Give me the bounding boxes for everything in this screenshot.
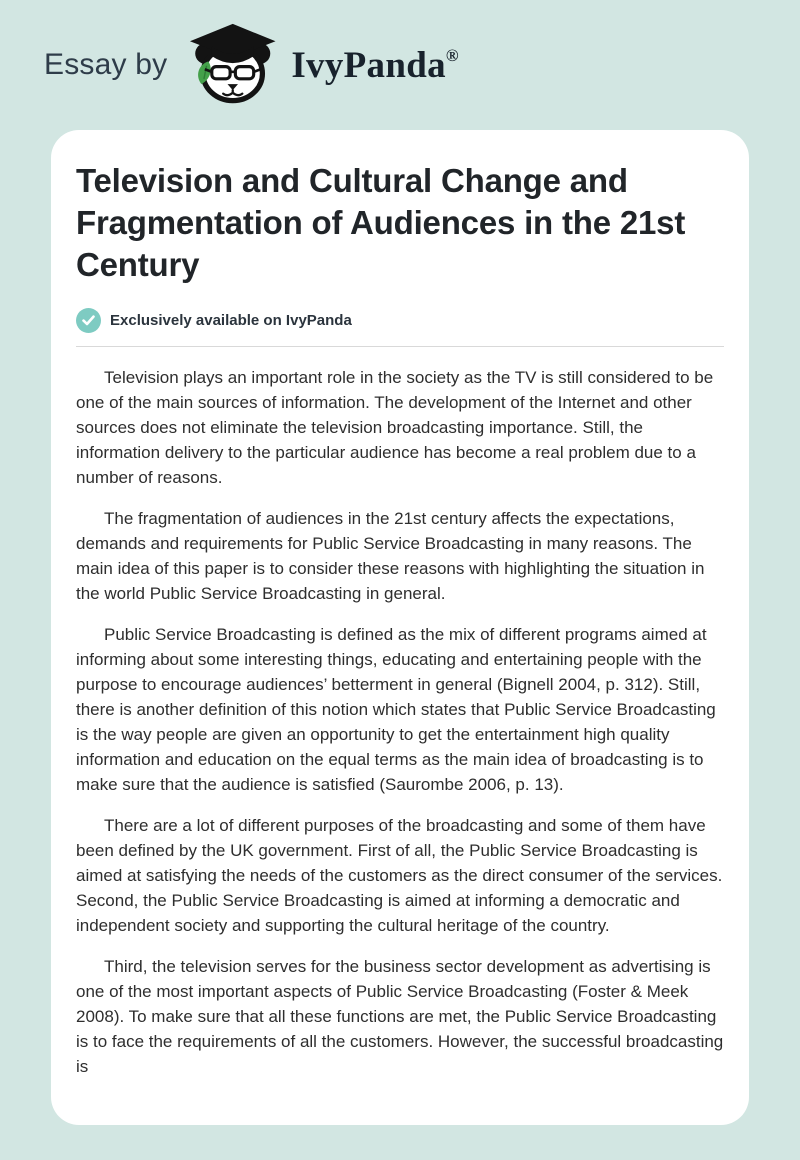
exclusive-badge xyxy=(76,308,724,333)
essay-paragraph: There are a lot of different purposes of the broadcasting and some of them have been defined by the UK government. First of all, the Public Service Broadcasting is aimed at satisfying the needs of the customers as the direct consumer of the services. Second, the Public Service Broadcasting is aimed at informing a democratic and independent society and supporting the cultural heritage of the country. xyxy=(76,816,723,935)
panda-graduate-logo-icon xyxy=(183,21,279,112)
exclusive-badge-label: Exclusively available on IvyPanda xyxy=(110,312,352,329)
registered-trademark: ® xyxy=(445,45,459,65)
essay-card xyxy=(51,130,749,1125)
essay-paragraph: Public Service Broadcasting is defined as the mix of different programs aimed at informing about some interesting things, educating and entertaining people with the purpose to encourage audiences’ betterment in general (Bignell 2004, p. 312). Still, there is another definition of this notion which states that Public Service Broadcasting is the way people are given an opportunity to get the entertainment high quality information and education on the equal terms as the main idea of broadcasting is to make sure that the audience is satisfied (Saurombe 2006, p. 13). xyxy=(76,625,716,794)
essay-paragraph: Third, the television serves for the business sector development as advertising is one of the most important aspects of Public Service Broadcasting (Foster & Meek 2008). To make sure that all these functions are met, the Public Service Broadcasting is to face the requirements of all the customers. However, the successful broadcasting is xyxy=(76,957,724,1076)
brand-name: IvyPanda xyxy=(291,44,446,86)
essay-paragraph: The fragmentation of audiences in the 21st century affects the expectations, demands and requirements for Public Service Broadcasting in many reasons. The main idea of this paper is to consider these reasons with highlighting the situation in the world Public Service Broadcasting in general. xyxy=(76,509,705,603)
divider xyxy=(76,346,724,347)
brand-wordmark xyxy=(291,44,459,87)
essay-title: Television and Cultural Change and Fragmentation of Audiences in the 21st Century xyxy=(76,162,686,283)
essay-body xyxy=(76,365,724,1079)
essay-paragraph: Television plays an important role in the society as the TV is still considered to be one of the main sources of information. The development of the Internet and other sources does not eliminate the television broadcasting importance. Still, the information delivery to the particular audience has become a real problem due to a number of reasons. xyxy=(76,368,714,487)
check-circle-icon xyxy=(76,308,101,333)
essay-by-label: Essay by xyxy=(44,48,168,81)
header xyxy=(0,0,800,130)
